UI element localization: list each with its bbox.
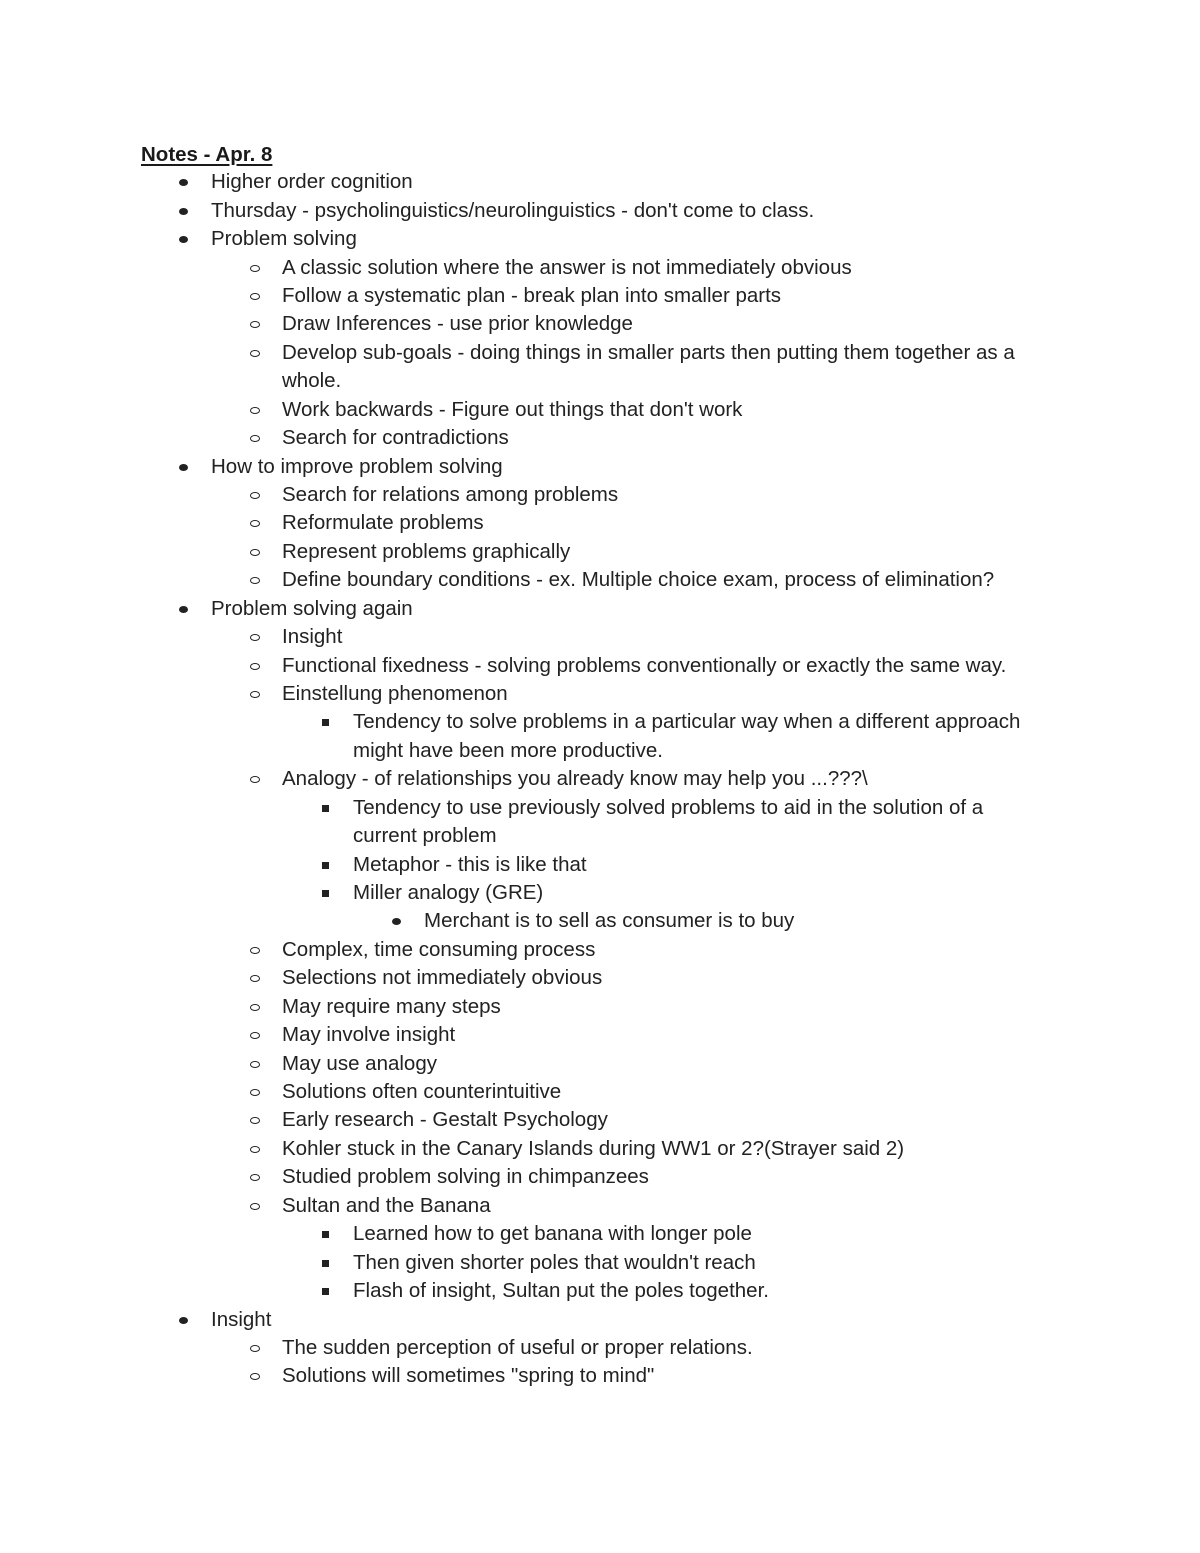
hollow-bullet-icon (245, 652, 265, 680)
list-item: Learned how to get banana with longer pole (0, 1220, 1200, 1248)
square-bullet-icon (316, 1277, 336, 1305)
list-item: Miller analogy (GRE) (0, 879, 1200, 907)
list-item: The sudden perception of useful or proper relations. (0, 1334, 1200, 1362)
bullet-icon (174, 168, 194, 196)
hollow-bullet-icon (245, 566, 265, 594)
hollow-bullet-icon (245, 396, 265, 424)
hollow-bullet-icon (245, 1078, 265, 1106)
list-item: Problem solving (0, 225, 1200, 253)
list-item: May require many steps (0, 993, 1200, 1021)
hollow-bullet-icon (245, 282, 265, 310)
list-item: Problem solving again (0, 595, 1200, 623)
square-bullet-icon (316, 851, 336, 879)
list-item: Search for relations among problems (0, 481, 1200, 509)
list-item-continuation: current problem (353, 824, 497, 847)
page-title: Notes - Apr. 8 (141, 143, 273, 166)
list-item: Studied problem solving in chimpanzees (0, 1163, 1200, 1191)
list-item: A classic solution where the answer is not immediately obvious (0, 254, 1200, 282)
hollow-bullet-icon (245, 538, 265, 566)
list-item: Sultan and the Banana (0, 1192, 1200, 1220)
list-item: Develop sub-goals - doing things in smaller parts then putting them together as a (0, 339, 1200, 367)
list-item: Tendency to use previously solved problems to aid in the solution of a (0, 794, 1200, 822)
hollow-bullet-icon (245, 1192, 265, 1220)
hollow-bullet-icon (245, 623, 265, 651)
list-item: Complex, time consuming process (0, 936, 1200, 964)
list-item: Reformulate problems (0, 509, 1200, 537)
hollow-bullet-icon (245, 680, 265, 708)
list-item: Represent problems graphically (0, 538, 1200, 566)
square-bullet-icon (316, 794, 336, 822)
list-item: May use analogy (0, 1050, 1200, 1078)
bullet-icon (174, 197, 194, 225)
list-item: Analogy - of relationships you already know may help you ...???\ (0, 765, 1200, 793)
hollow-bullet-icon (245, 1021, 265, 1049)
list-item: Higher order cognition (0, 168, 1200, 196)
list-item: How to improve problem solving (0, 453, 1200, 481)
list-item: Search for contradictions (0, 424, 1200, 452)
hollow-bullet-icon (245, 964, 265, 992)
hollow-bullet-icon (245, 1334, 265, 1362)
square-bullet-icon (316, 1220, 336, 1248)
hollow-bullet-icon (245, 765, 265, 793)
hollow-bullet-icon (245, 481, 265, 509)
list-item: Tendency to solve problems in a particular way when a different approach (0, 708, 1200, 736)
list-item: Solutions will sometimes "spring to mind" (0, 1362, 1200, 1390)
bullet-icon (174, 225, 194, 253)
hollow-bullet-icon (245, 1135, 265, 1163)
list-item: Metaphor - this is like that (0, 851, 1200, 879)
list-item: May involve insight (0, 1021, 1200, 1049)
list-item: Follow a systematic plan - break plan into smaller parts (0, 282, 1200, 310)
square-bullet-icon (316, 1249, 336, 1277)
square-bullet-icon (316, 879, 336, 907)
list-item: Work backwards - Figure out things that don't work (0, 396, 1200, 424)
list-item: Selections not immediately obvious (0, 964, 1200, 992)
hollow-bullet-icon (245, 254, 265, 282)
list-item: Insight (0, 623, 1200, 651)
list-item: Solutions often counterintuitive (0, 1078, 1200, 1106)
square-bullet-icon (316, 708, 336, 736)
list-item-continuation: whole. (282, 369, 342, 392)
hollow-bullet-icon (245, 339, 265, 367)
hollow-bullet-icon (245, 1362, 265, 1390)
hollow-bullet-icon (245, 936, 265, 964)
hollow-bullet-icon (245, 1106, 265, 1134)
list-item: Flash of insight, Sultan put the poles together. (0, 1277, 1200, 1305)
list-item-continuation: might have been more productive. (353, 739, 663, 762)
list-item: Merchant is to sell as consumer is to buy (0, 907, 1200, 935)
list-item: Thursday - psycholinguistics/neurolinguistics - don't come to class. (0, 197, 1200, 225)
list-item: Early research - Gestalt Psychology (0, 1106, 1200, 1134)
list-item: Functional fixedness - solving problems conventionally or exactly the same way. (0, 652, 1200, 680)
hollow-bullet-icon (245, 424, 265, 452)
hollow-bullet-icon (245, 509, 265, 537)
bullet-icon (174, 1306, 194, 1334)
hollow-bullet-icon (245, 1163, 265, 1191)
bullet-icon (387, 907, 407, 935)
hollow-bullet-icon (245, 310, 265, 338)
list-item: Then given shorter poles that wouldn't reach (0, 1249, 1200, 1277)
bullet-icon (174, 453, 194, 481)
list-item: Insight (0, 1306, 1200, 1334)
bullet-icon (174, 595, 194, 623)
hollow-bullet-icon (245, 1050, 265, 1078)
list-item: Draw Inferences - use prior knowledge (0, 310, 1200, 338)
list-item: Kohler stuck in the Canary Islands during WW1 or 2?(Strayer said 2) (0, 1135, 1200, 1163)
list-item: Define boundary conditions - ex. Multiple choice exam, process of elimination? (0, 566, 1200, 594)
list-item: Einstellung phenomenon (0, 680, 1200, 708)
hollow-bullet-icon (245, 993, 265, 1021)
